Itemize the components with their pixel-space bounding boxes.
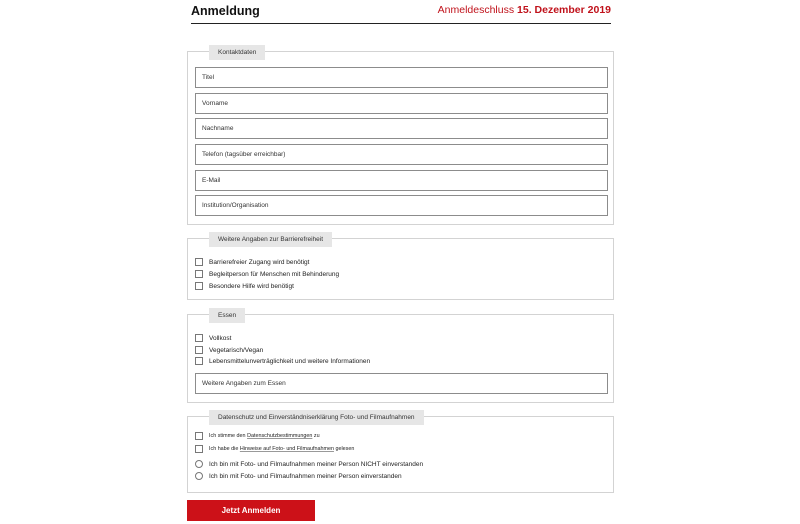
deadline-label: Anmeldeschluss	[437, 4, 515, 16]
deadline-date: 15. Dezember 2019	[517, 4, 611, 16]
registration-deadline	[438, 4, 611, 16]
media-decline-option[interactable]	[195, 459, 423, 469]
privacy-consent-suffix: zu	[313, 433, 320, 439]
accessible-access-checkbox[interactable]	[195, 258, 203, 266]
media-decline-label: Ich bin mit Foto- und Filmaufnahmen meiner Person NICHT einverstanden	[209, 460, 424, 468]
page-header	[191, 0, 611, 24]
vegetarian-label: Vegetarisch/Vegan	[209, 346, 264, 354]
vegetarian-checkbox[interactable]	[195, 346, 203, 354]
special-help-checkbox[interactable]	[195, 282, 203, 290]
phone-field[interactable]: Telefon (tagsüber erreichbar)	[195, 144, 608, 165]
privacy-consent-label	[209, 433, 320, 439]
accessibility-fieldset	[187, 238, 614, 300]
media-accept-label: Ich bin mit Foto- und Filmaufnahmen meiner Person einverstanden	[209, 472, 402, 480]
privacy-policy-link[interactable]: Datenschutzbestimmungen	[247, 433, 313, 439]
full-diet-label: Vollkost	[209, 334, 232, 342]
contact-legend: Kontaktdaten	[209, 45, 265, 60]
full-diet-option[interactable]	[195, 333, 231, 343]
privacy-consent-prefix: Ich stimme den	[209, 433, 246, 439]
organization-field[interactable]: Institution/Organisation	[195, 195, 608, 216]
email-field[interactable]: E-Mail	[195, 170, 608, 191]
last-name-field[interactable]: Nachname	[195, 118, 608, 139]
media-notes-link[interactable]: Hinweise auf Foto- und Filmaufnahmen	[239, 446, 334, 452]
media-notes-label	[209, 446, 354, 452]
first-name-field[interactable]: Vorname	[195, 93, 608, 114]
companion-checkbox[interactable]	[195, 270, 203, 278]
food-intolerance-label: Lebensmittelunverträglichkeit und weitere Informationen	[209, 357, 371, 365]
accessible-access-option[interactable]	[195, 257, 309, 267]
vegetarian-option[interactable]	[195, 345, 263, 355]
media-notes-suffix: gelesen	[335, 446, 355, 452]
media-decline-radio[interactable]	[195, 460, 203, 468]
companion-label: Begleitperson für Menschen mit Behinderung	[209, 270, 340, 278]
page-title: Anmeldung	[191, 4, 260, 18]
contact-fieldset	[187, 51, 614, 225]
media-accept-radio[interactable]	[195, 472, 203, 480]
special-help-label: Besondere Hilfe wird benötigt	[209, 282, 294, 290]
food-notes-field[interactable]: Weitere Angaben zum Essen	[195, 373, 608, 394]
submit-button[interactable]: Jetzt Anmelden	[187, 500, 315, 521]
media-notes-checkbox[interactable]	[195, 445, 203, 453]
title-field[interactable]: Titel	[195, 67, 608, 88]
food-intolerance-option[interactable]	[195, 356, 370, 366]
food-legend: Essen	[209, 308, 245, 323]
media-notes-option[interactable]	[195, 444, 354, 454]
privacy-consent-checkbox[interactable]	[195, 432, 203, 440]
accessibility-legend: Weitere Angaben zur Barrierefreiheit	[209, 232, 332, 247]
companion-option[interactable]	[195, 269, 339, 279]
media-notes-prefix: Ich habe die	[209, 446, 239, 452]
special-help-option[interactable]	[195, 281, 294, 291]
privacy-fieldset	[187, 416, 614, 493]
food-fieldset	[187, 314, 614, 403]
media-accept-option[interactable]	[195, 471, 402, 481]
food-intolerance-checkbox[interactable]	[195, 357, 203, 365]
accessible-access-label: Barrierefreier Zugang wird benötigt	[209, 258, 310, 266]
privacy-consent-option[interactable]	[195, 431, 320, 441]
privacy-legend: Datenschutz und Einverständniserklärung Foto- und Filmaufnahmen	[209, 410, 424, 425]
full-diet-checkbox[interactable]	[195, 334, 203, 342]
